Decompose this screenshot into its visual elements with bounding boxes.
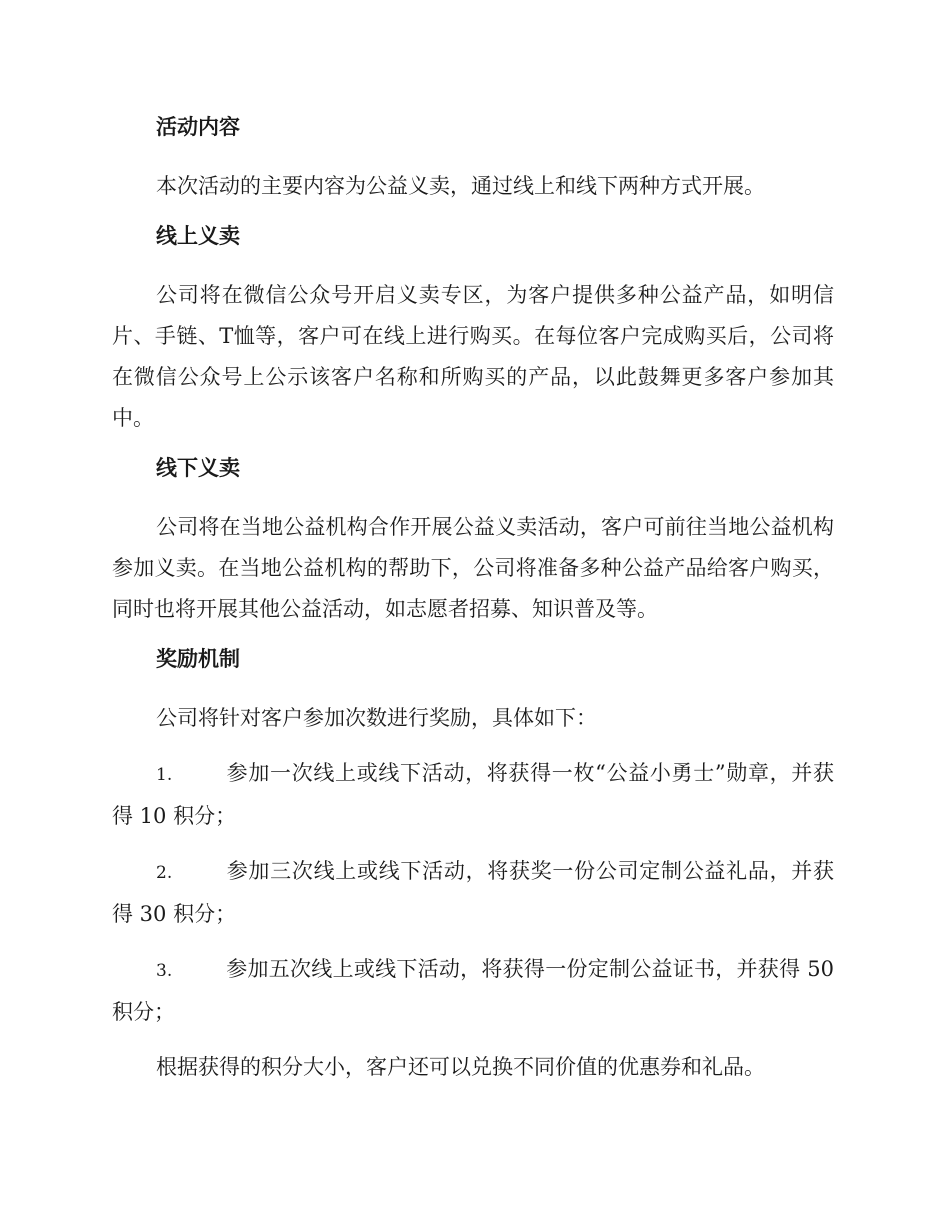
paragraph-offline-sale: 公司将在当地公益机构合作开展公益义卖活动，客户可前往当地公益机构参加义卖。在当地公益机构的帮助下，公司将准备多种公益产品给客户购买，同时也将开展其他公益活动，如志愿者招募、知识普及等。 xyxy=(112,515,834,621)
paragraph-reward-intro: 公司将针对客户参加次数进行奖励，具体如下： xyxy=(156,706,597,730)
list-item xyxy=(112,753,834,837)
list-item-text: 参加三次线上或线下活动，将获奖一份公司定制公益礼品，并获得 30 积分； xyxy=(112,859,834,926)
paragraph-online-sale: 公司将在微信公众号开启义卖专区，为客户提供多种公益产品，如明信片、手链、T恤等，客户可在线上进行购买。在每位客户完成购买后，公司将在微信公众号上公示该客户名称和所购买的产品，以此鼓舞更多客户参加其中。 xyxy=(112,283,834,430)
heading-online-sale: 线上义卖 xyxy=(156,224,240,248)
list-item-text: 参加五次线上或线下活动，将获得一份定制公益证书，并获得 50 积分； xyxy=(112,957,834,1024)
list-item-number: 2. xyxy=(156,863,173,883)
list-item xyxy=(112,851,834,935)
heading-reward: 奖励机制 xyxy=(156,647,240,671)
heading-offline-sale: 线下义卖 xyxy=(156,456,240,480)
list-item xyxy=(112,949,834,1033)
list-item-text: 参加一次线上或线下活动，将获得一枚“公益小勇士”勋章，并获得 10 积分； xyxy=(112,761,834,828)
document-page xyxy=(112,112,834,1102)
list-item-number: 1. xyxy=(156,765,173,785)
list-item-number: 3. xyxy=(156,961,173,981)
paragraph-activity-content: 本次活动的主要内容为公益义卖，通过线上和线下两种方式开展。 xyxy=(156,174,765,198)
heading-activity-content: 活动内容 xyxy=(156,115,240,139)
paragraph-reward-closing: 根据获得的积分大小，客户还可以兑换不同价值的优惠券和礼品。 xyxy=(156,1055,765,1079)
